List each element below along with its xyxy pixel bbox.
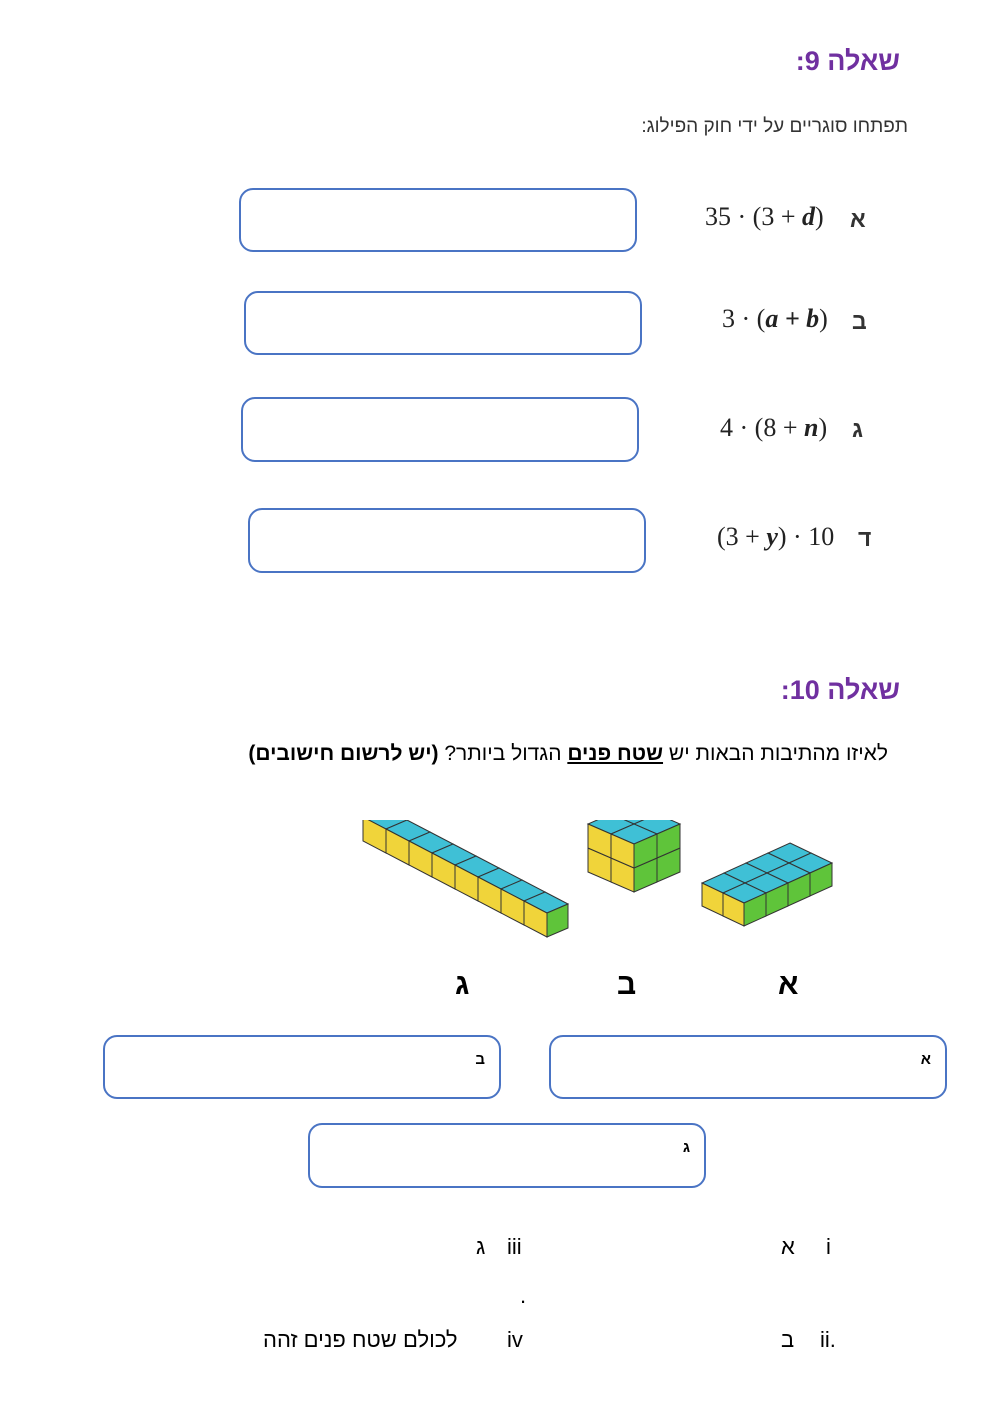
answer-box-label-b: ב bbox=[475, 1051, 485, 1068]
q9-letter-c: ג bbox=[852, 416, 864, 442]
option-iv-text[interactable]: לכולם שטח פנים זהה bbox=[263, 1327, 458, 1352]
q10-title: שאלה 10: bbox=[780, 675, 900, 705]
q9-expression-d: (3 + y) · 10 bbox=[717, 522, 835, 551]
q10-answer-box-c[interactable] bbox=[308, 1123, 706, 1188]
figure-label-b: ב bbox=[617, 968, 637, 1001]
q10-answer-box-b[interactable] bbox=[103, 1035, 501, 1099]
answer-box-label-c: ג bbox=[682, 1139, 690, 1156]
q9-instruction: תפתחו סוגריים על ידי חוק הפילוג: bbox=[641, 116, 908, 137]
q9-letter-b: ב bbox=[852, 308, 867, 334]
answer-box-label-a: א bbox=[920, 1051, 931, 1068]
figure-label-a: א bbox=[778, 968, 799, 1001]
box-a-flat bbox=[702, 843, 832, 926]
option-iv-numeral[interactable]: iv bbox=[507, 1327, 523, 1352]
q9-letter-a: א bbox=[850, 206, 866, 232]
boxes-figure bbox=[350, 820, 850, 980]
q9-answer-box-c[interactable] bbox=[241, 397, 639, 462]
q9-expression-b: 3 · (a + b) bbox=[722, 304, 828, 333]
q9-answer-box-b[interactable] bbox=[244, 291, 642, 355]
option-iii-text[interactable]: ג bbox=[476, 1234, 486, 1259]
option-i-numeral[interactable]: i bbox=[826, 1234, 831, 1259]
option-iii-numeral[interactable]: iii bbox=[507, 1234, 522, 1259]
q10-answer-box-a[interactable] bbox=[549, 1035, 947, 1099]
box-b-cube bbox=[588, 820, 680, 892]
box-c-long bbox=[363, 820, 568, 937]
q9-answer-box-d[interactable] bbox=[248, 508, 646, 573]
q9-answer-box-a[interactable] bbox=[239, 188, 637, 252]
option-i-text[interactable]: א bbox=[781, 1234, 795, 1259]
option-ii-numeral[interactable]: ii. bbox=[820, 1327, 836, 1352]
q9-expression-c: 4 · (8 + n) bbox=[720, 413, 828, 442]
figure-label-c: ג bbox=[455, 968, 470, 1001]
q9-title: שאלה 9: bbox=[795, 46, 900, 76]
stray-dot: . bbox=[520, 1283, 527, 1308]
option-ii-text[interactable]: ב bbox=[781, 1327, 795, 1352]
q10-question-text: לאיזו מהתיבות הבאות יש שטח פנים הגדול ביותר? (יש לרשום חישובים) bbox=[248, 742, 888, 765]
q9-expression-a: 35 · (3 + d) bbox=[705, 202, 824, 231]
q9-letter-d: ד bbox=[858, 525, 872, 551]
